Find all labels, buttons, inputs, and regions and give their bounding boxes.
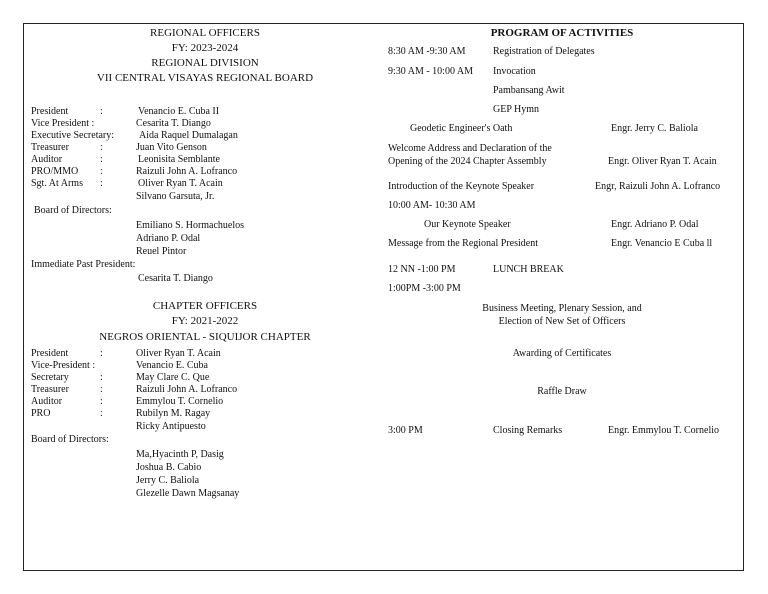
bod-member: Ma,Hyacinth P, Dasig: [136, 449, 224, 460]
officer-name: Juan Vito Genson: [136, 142, 207, 153]
program-activity: Opening of the 2024 Chapter Assembly: [388, 156, 547, 167]
chapter-fy: FY: 2021-2022: [171, 315, 239, 327]
officer-role: Sgt. At Arms: [31, 178, 83, 189]
bod-label: Board of Directors:: [34, 205, 112, 216]
officer-role: PRO: [31, 408, 51, 419]
program-time: 8:30 AM -9:30 AM: [388, 46, 466, 57]
regional-board: VII CENTRAL VISAYAS REGIONAL BOARD: [96, 72, 314, 84]
officer-role: Auditor: [31, 154, 63, 165]
program-activity: Pambansang Awit: [493, 85, 565, 96]
officer-sep: :: [100, 408, 103, 419]
program-time: 1:00PM -3:00 PM: [388, 283, 461, 294]
officer-sep: :: [100, 396, 103, 407]
program-presenter: Engr. Venancio E Cuba ll: [611, 238, 713, 249]
program-activity: Registration of Delegates: [493, 46, 595, 57]
officer-name: Venancio E. Cuba: [136, 360, 208, 371]
program-activity: Message from the Regional President: [388, 238, 538, 249]
program-presenter: Engr, Raizuli John A. Lofranco: [595, 181, 721, 192]
officer-name: Leonisita Semblante: [138, 154, 220, 165]
ipp-label: Immediate Past President:: [31, 259, 136, 270]
program-activity: Geodetic Engineer's Oath: [410, 123, 513, 134]
program-activity: Invocation: [493, 66, 536, 77]
bod-member: Glezelle Dawn Magsanay: [136, 488, 240, 499]
program-presenter: Engr. Jerry C. Baliola: [611, 123, 698, 134]
program-activity: Our Keynote Speaker: [424, 219, 511, 230]
regional-title: REGIONAL OFFICERS: [150, 27, 260, 39]
program-time: 3:00 PM: [388, 425, 423, 436]
program-time: 10:00 AM- 10:30 AM: [388, 200, 476, 211]
chapter-title: CHAPTER OFFICERS: [152, 300, 258, 312]
officer-sep: :: [100, 106, 103, 117]
program-presenter: Engr. Oliver Ryan T. Acain: [608, 156, 717, 167]
regional-fy: FY: 2023-2024: [171, 42, 239, 54]
officer-role: President: [31, 106, 69, 117]
officer-name: May Clare C. Que: [136, 372, 210, 383]
officer-role: Treasurer: [31, 142, 69, 153]
document-frame: [23, 23, 744, 571]
bod-member: Adriano P. Odal: [136, 233, 201, 244]
officer-name: Aida Raquel Dumalagan: [139, 130, 238, 141]
officer-role: PRO/MMO: [31, 166, 79, 177]
officer-name: Cesarita T. Diango: [136, 118, 211, 129]
officer-sep: :: [100, 384, 103, 395]
program-title: PROGRAM OF ACTIVITIES: [490, 27, 634, 39]
officer-sep: :: [100, 166, 103, 177]
program-time: 12 NN -1:00 PM: [388, 264, 456, 275]
officer-role: President: [31, 348, 69, 359]
bod-label: Board of Directors:: [31, 434, 109, 445]
officer-name: Silvano Garsuta, Jr.: [136, 191, 215, 202]
officer-name: Raizuli John A. Lofranco: [136, 166, 238, 177]
officer-role: Treasurer: [31, 384, 69, 395]
program-time: 9:30 AM - 10:00 AM: [388, 66, 474, 77]
officer-role: Executive Secretary:: [31, 130, 115, 141]
program-activity: LUNCH BREAK: [493, 264, 564, 275]
officer-sep: :: [100, 348, 103, 359]
program-activity: Raffle Draw: [537, 386, 587, 397]
officer-name: Raizuli John A. Lofranco: [136, 384, 238, 395]
officer-sep: :: [100, 372, 103, 383]
program-activity: GEP Hymn: [493, 104, 540, 115]
program-presenter: Engr. Adriano P. Odal: [611, 219, 699, 230]
program-activity: Introduction of the Keynote Speaker: [388, 181, 535, 192]
officer-role: Vice-President :: [31, 360, 96, 371]
program-activity: Welcome Address and Declaration of the: [388, 143, 552, 154]
officer-name: Venancio E. Cuba II: [138, 106, 220, 117]
officer-sep: :: [100, 154, 103, 165]
officer-sep: :: [100, 142, 103, 153]
officer-name: Oliver Ryan T. Acain: [136, 348, 221, 359]
program-activity: Closing Remarks: [493, 425, 563, 436]
officer-name: Rubilyn M. Ragay: [136, 408, 211, 419]
bod-member: Emiliano S. Hormachuelos: [136, 220, 245, 231]
program-activity: Awarding of Certificates: [512, 348, 612, 359]
officer-name: Ricky Antipuesto: [136, 421, 206, 432]
officer-sep: :: [100, 178, 103, 189]
officer-role: Secretary: [31, 372, 69, 383]
officer-role: Auditor: [31, 396, 63, 407]
regional-division: REGIONAL DIVISION: [151, 57, 259, 69]
officer-name: Emmylou T. Cornelio: [136, 396, 224, 407]
officer-role: Vice President :: [31, 118, 95, 129]
bod-member: Reuel Pintor: [136, 246, 187, 257]
program-activity: Business Meeting, Plenary Session, and: [482, 303, 642, 314]
program-presenter: Engr. Emmylou T. Cornelio: [608, 425, 720, 436]
officer-name: Oliver Ryan T. Acain: [138, 178, 223, 189]
program-activity: Election of New Set of Officers: [498, 316, 626, 327]
chapter-name: NEGROS ORIENTAL - SIQUIJOR CHAPTER: [99, 331, 311, 343]
bod-member: Joshua B. Cabio: [136, 462, 202, 473]
ipp-name: Cesarita T. Diango: [138, 273, 213, 284]
bod-member: Jerry C. Baliola: [136, 475, 200, 486]
